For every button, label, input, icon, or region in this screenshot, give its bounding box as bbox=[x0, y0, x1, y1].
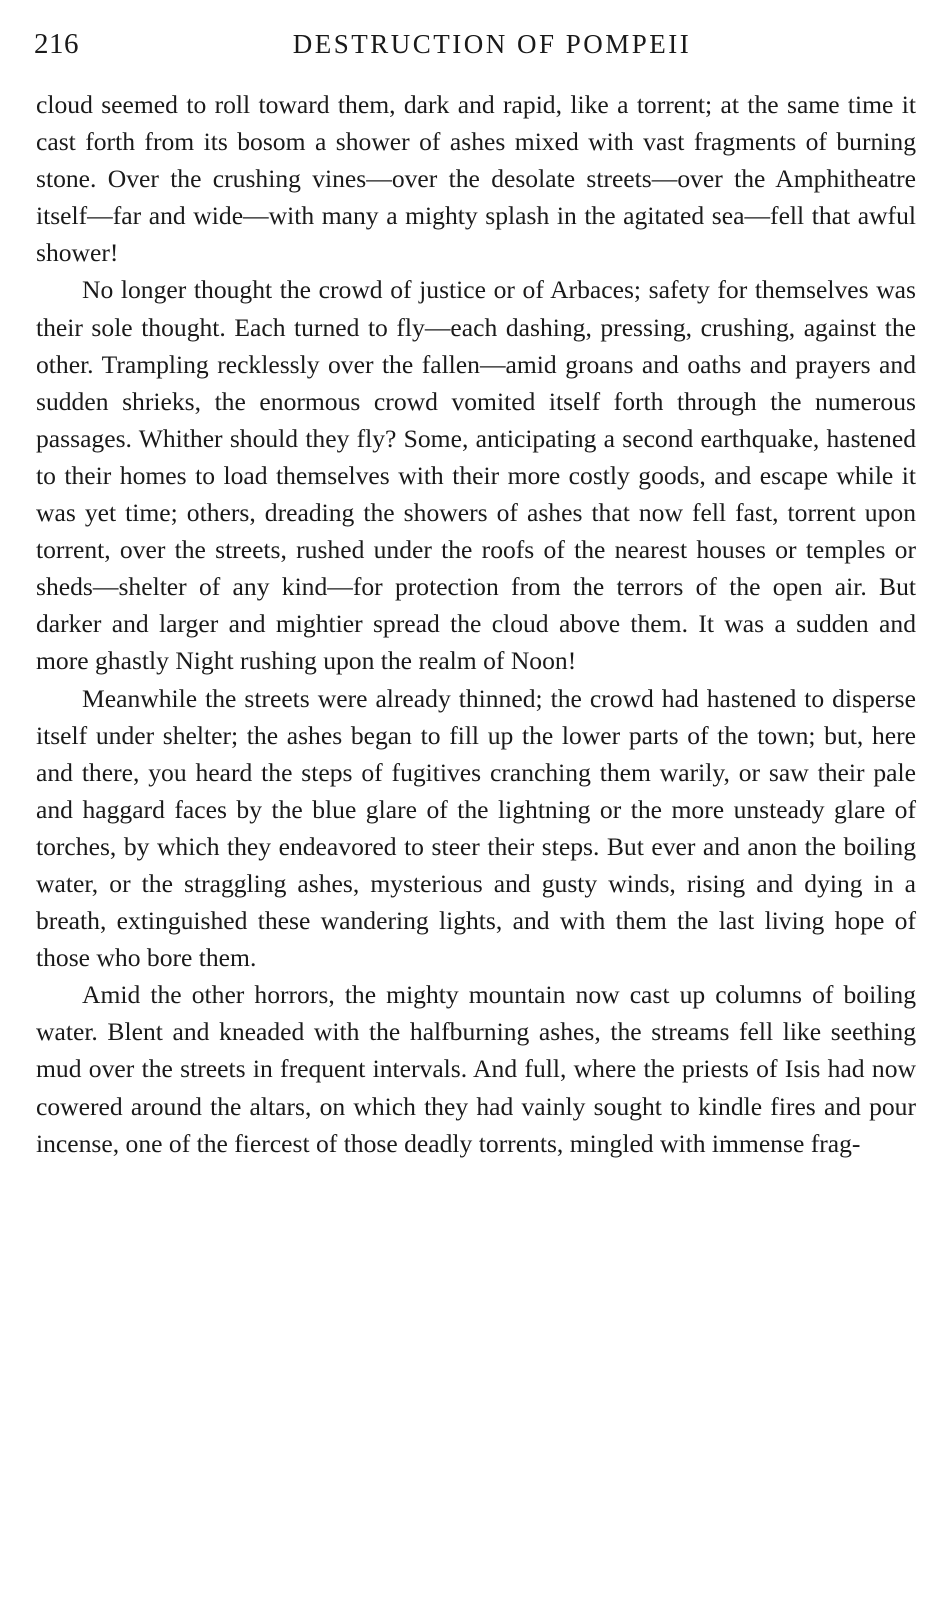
body-text bbox=[36, 86, 916, 1162]
paragraph-continuation: cloud seemed to roll toward them, dark and rapid, like a torrent; at the same time it cast forth from its bosom a shower of ashes mixed with vast fragments of burning stone. Over the crushing vines—over the desolate streets—over the Amphitheatre itself—far and wide—with many a mighty splash in the agitated sea—fell that awful shower! bbox=[36, 90, 916, 268]
page-header bbox=[34, 28, 924, 72]
running-title: DESTRUCTION OF POMPEII bbox=[292, 29, 692, 59]
page-number: 216 bbox=[34, 28, 79, 60]
paragraph-boiling-water: Amid the other horrors, the mighty mountain now cast up columns of boiling water. Blent and kneaded with the halfburning ashes, the streams fell like seething mud over the streets in frequent intervals. And full, where the priests of Isis had now cowered around the altars, on which they had vainly sought to kindle fires and pour incense, one of the fiercest of those deadly torrents, mingled with immense frag- bbox=[36, 980, 916, 1158]
book-page bbox=[34, 28, 924, 1608]
paragraph-crowd-flight: No longer thought the crowd of justice or of Arbaces; safety for themselves was their sole thought. Each turned to fly—each dashing, pressing, crushing, against the other. Trampling recklessly over the fallen—amid groans and oaths and prayers and sudden shrieks, the enormous crowd vomited itself forth through the numerous passages. Whither should they fly? Some, anticipating a second earthquake, hastened to their homes to load themselves with their more costly goods, and escape while it was yet time; others, dreading the showers of ashes that now fell fast, torrent upon torrent, over the streets, rushed under the roofs of the nearest houses or temples or sheds—shelter of any kind—for protection from the terrors of the open air. But darker and larger and mightier spread the cloud above them. It was a sudden and more ghastly Night rushing upon the realm of Noon! bbox=[36, 275, 916, 676]
paragraph-streets-thinned: Meanwhile the streets were already thinned; the crowd had hastened to disperse itself under shelter; the ashes began to fill up the lower parts of the town; but, here and there, you heard the steps of fugitives cranching them warily, or saw their pale and haggard faces by the blue glare of the lightning or the more unsteady glare of torches, by which they endeavored to steer their steps. But ever and anon the boiling water, or the straggling ashes, mysterious and gusty winds, rising and dying in a breath, extinguished these wandering lights, and with them the last living hope of those who bore them. bbox=[36, 683, 916, 973]
